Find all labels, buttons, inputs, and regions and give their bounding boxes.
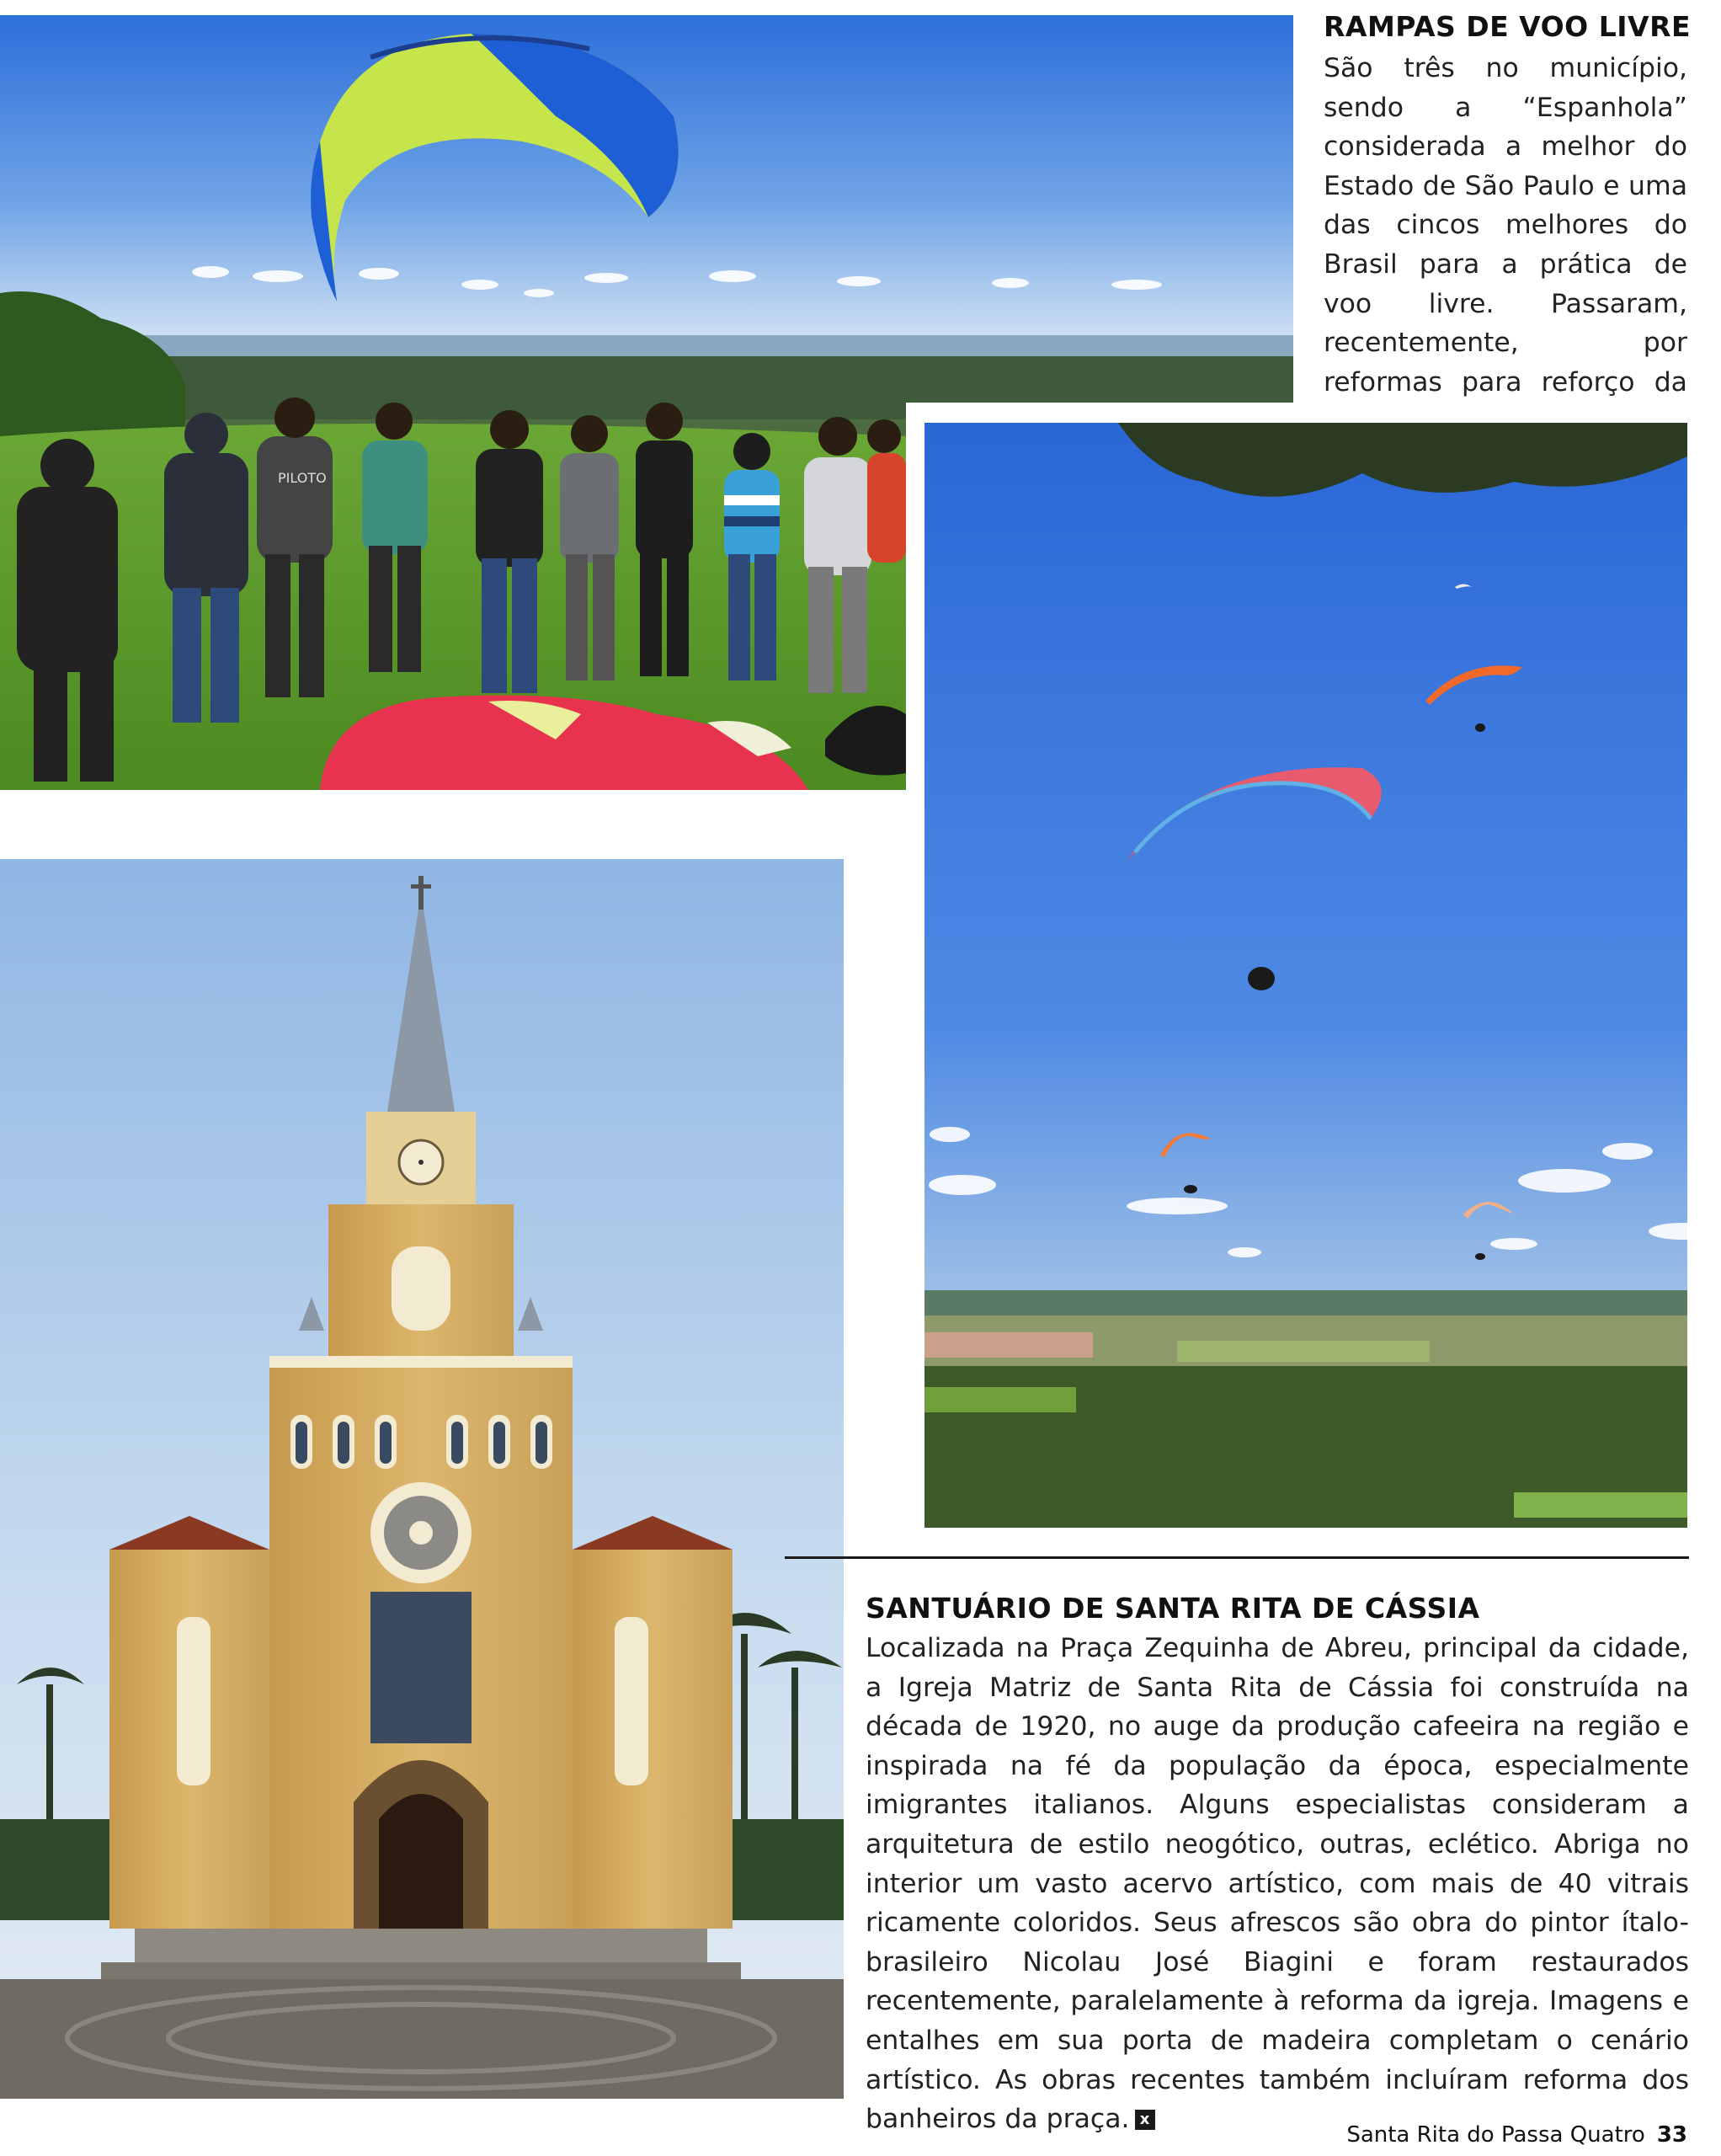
photo-paragliders-sky xyxy=(906,403,1721,1541)
photo-santuario-church-graphic xyxy=(0,859,844,2099)
page-number: 33 xyxy=(1656,2122,1687,2148)
heading-santuario-santa-rita: SANTUÁRIO DE SANTA RITA DE CÁSSIA xyxy=(866,1592,1480,1625)
body-santuario-santa-rita xyxy=(866,1629,1689,2139)
body-rampas-de-voo-livre: São três no município, sendo a “Espanhola” considerada a melhor do Estado de São Paulo e uma das cincos melhores do Brasil para a prática de voo livre. Passaram, recentemente, por reformas para reforço da xyxy=(1324,53,1687,398)
end-of-article-icon: x xyxy=(1135,2110,1155,2130)
section-divider xyxy=(785,1556,1689,1559)
shirt-print: PILOTO xyxy=(278,470,327,486)
photo-paragliders-sky-frame xyxy=(924,423,1687,1528)
publication-name: Santa Rita do Passa Quatro xyxy=(1346,2122,1645,2148)
heading-rampas-de-voo-livre: RAMPAS DE VOO LIVRE xyxy=(1324,10,1692,43)
page-footer xyxy=(1346,2122,1687,2148)
body-santuario-text: Localizada na Praça Zequinha de Abreu, principal da cidade, a Igreja Matriz de Santa Rita de Cássia foi construída na década de 1920, no auge da produção cafeeira na região e inspirada na fé da população da época, especialmente imigrantes italianos. Alguns especialistas consideram a arquitetura de estilo neogótico, outras, eclético. Abriga no interior um vasto acervo artístico, com mais de 40 vitrais ricamente coloridos. Seus afrescos são obra do pintor ítalo-brasileiro Nicolau José Biagini e foram restaurados recentemente, paralelamente à reforma da igreja. Imagens e entalhes em sua porta de madeira completam o cenário artístico. As obras recentes também incluíram reforma dos banheiros da praça. xyxy=(866,1633,1689,2135)
photo-santuario-church xyxy=(0,859,844,2099)
photo-paragliders-sky-graphic xyxy=(924,423,1687,1528)
